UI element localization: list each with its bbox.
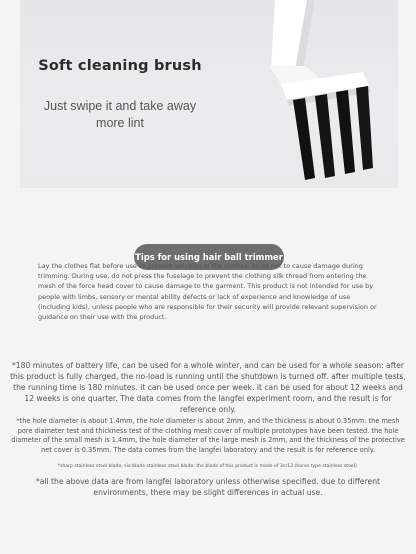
battery-note: *180 minutes of battery life, can be used for a whole winter, and can be used for a whole season: after this product is fully charged, the no-load is running until the shutdown is turned off. after multiple tests, the running time is 180 minutes. it can be used once per week. it can be used for about 12 weeks and 12 weeks is one quarter. The data comes from the langfei experiment room, and the result is for reference only. [10, 361, 406, 414]
brush-bristle [356, 86, 373, 170]
hero-title: Soft cleaning brush [38, 58, 202, 74]
brush-bristle [336, 90, 355, 174]
cleaning-brush-illustration [245, 0, 385, 188]
mesh-note: *the hole diameter is about 1.4mm, the hole diameter is about 2mm, and the thickness is about 0.35mm: the mesh pore diameter test and thickness test of the clothing mesh cover of multiple prototypes have been tested. the hole diameter of the small mesh is 1.4mm, the hole diameter of the large mesh is 2mm, and the thickness of the protective net cover is 0.35mm. The data comes from the langfei laboratory and the result is for reference only. [11, 417, 405, 454]
blade-note: *sharp stainless steel blade, six-blade stainless steel blade: the blade of this product is made of 3cr13 (horse type stainless steel). [57, 464, 359, 470]
tips-paragraph: Lay the clothes flat before use to prevent wrinkles in the clothes, so as not to cause damage during trimming. During use, do not press the fuselage to prevent the clothing silk thread from entering the mesh of the force head cover to cause damage to the garment. This product is not intended for use by people with limbs, sensory or mental ability defects or lack of experience and knowledge of use (including kids), unless people who are responsible for their security will provide relevant supervision or guidance on their use with the product. [38, 262, 377, 322]
usage-tips [38, 261, 378, 322]
footnotes [10, 360, 406, 498]
disclaimer-note: *all the above data are from langfei laboratory unless otherwise specified. due to different environments, there may be slight differences in actual use. [35, 477, 381, 498]
hero-subtitle: Just swipe it and take away more lint [43, 99, 197, 130]
brush-bristle [293, 98, 315, 180]
hero-panel [20, 0, 398, 188]
brush-bristle [315, 94, 335, 178]
tips-badge: Tips for using hair ball trimmer [134, 244, 284, 270]
